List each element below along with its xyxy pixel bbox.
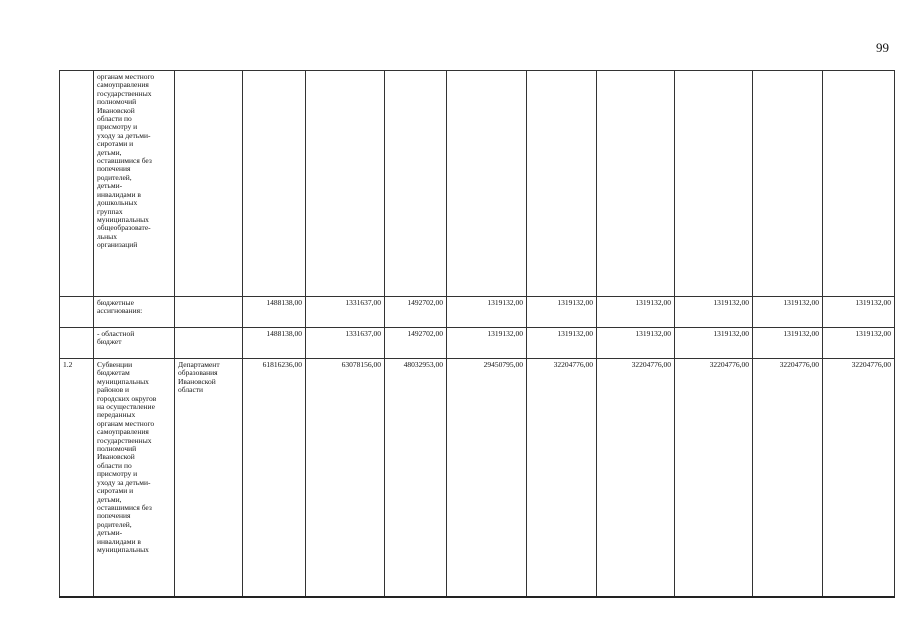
row-executor-cell (175, 71, 243, 297)
row-name-text: Субвенции бюджетам муниципальных районов и городских округов на осуществление переданных органам местного самоуправления государственных полномочий Ивановской области по присмотру и уходу за детьми- сиротами и детьми, оставшимися без попечения родителей, детьми- инвалидами в муниципальных (97, 360, 157, 554)
value-cell: 1319132,00 (675, 297, 753, 328)
value-cell: 1319132,00 (527, 328, 597, 359)
value-cell: 1319132,00 (753, 297, 823, 328)
value-cell: 1319132,00 (675, 328, 753, 359)
value-cell: 1319132,00 (823, 328, 895, 359)
row-index-cell (60, 328, 94, 359)
value-cell: 1319132,00 (527, 297, 597, 328)
value-cell: 1319132,00 (823, 297, 895, 328)
row-index-cell (60, 71, 94, 297)
value-cell: 1488138,00 (243, 297, 306, 328)
value-cell: 63078156,00 (306, 359, 385, 598)
value-cell: 1319132,00 (447, 328, 527, 359)
row-name-text: бюджетные ассигнования: (97, 298, 143, 316)
table-row (60, 71, 895, 297)
value-cell (447, 71, 527, 297)
value-cell: 1319132,00 (597, 297, 675, 328)
value-cell: 1492702,00 (385, 328, 447, 359)
value-cell (527, 71, 597, 297)
page-number: 99 (876, 40, 889, 55)
row-name-cell (94, 297, 175, 328)
row-name-cell (94, 71, 175, 297)
row-executor-cell (175, 359, 243, 598)
value-cell (823, 71, 895, 297)
value-cell: 32204776,00 (753, 359, 823, 598)
row-executor-text: Департамент образования Ивановской области (178, 360, 220, 395)
table-row (60, 359, 895, 598)
value-cell: 1331637,00 (306, 328, 385, 359)
value-cell: 32204776,00 (597, 359, 675, 598)
row-index-cell: 1.2 (60, 359, 94, 598)
row-name-cell (94, 328, 175, 359)
value-cell: 61816236,00 (243, 359, 306, 598)
value-cell: 1488138,00 (243, 328, 306, 359)
value-cell: 1319132,00 (597, 328, 675, 359)
budget-table (59, 70, 895, 598)
value-cell (243, 71, 306, 297)
value-cell (753, 71, 823, 297)
row-name-text: - областной бюджет (97, 329, 135, 347)
row-executor-cell (175, 328, 243, 359)
table-row (60, 328, 895, 359)
value-cell: 1331637,00 (306, 297, 385, 328)
row-name-text: органам местного самоуправления государственных полномочий Ивановской области по присмотру и уходу за детьми- сиротами и детьми, оставшимися без попечения родителей, детьми- инвалидами в дошкольных группах муниципальных общеобразовате- льных организаций (97, 72, 155, 250)
row-executor-cell (175, 297, 243, 328)
row-index-cell (60, 297, 94, 328)
value-cell (597, 71, 675, 297)
value-cell: 32204776,00 (527, 359, 597, 598)
value-cell: 32204776,00 (675, 359, 753, 598)
row-name-cell (94, 359, 175, 598)
value-cell: 29450795,00 (447, 359, 527, 598)
value-cell: 1492702,00 (385, 297, 447, 328)
value-cell (675, 71, 753, 297)
value-cell: 1319132,00 (447, 297, 527, 328)
value-cell (385, 71, 447, 297)
table-row (60, 297, 895, 328)
value-cell: 1319132,00 (753, 328, 823, 359)
value-cell: 32204776,00 (823, 359, 895, 598)
value-cell (306, 71, 385, 297)
value-cell: 48032953,00 (385, 359, 447, 598)
